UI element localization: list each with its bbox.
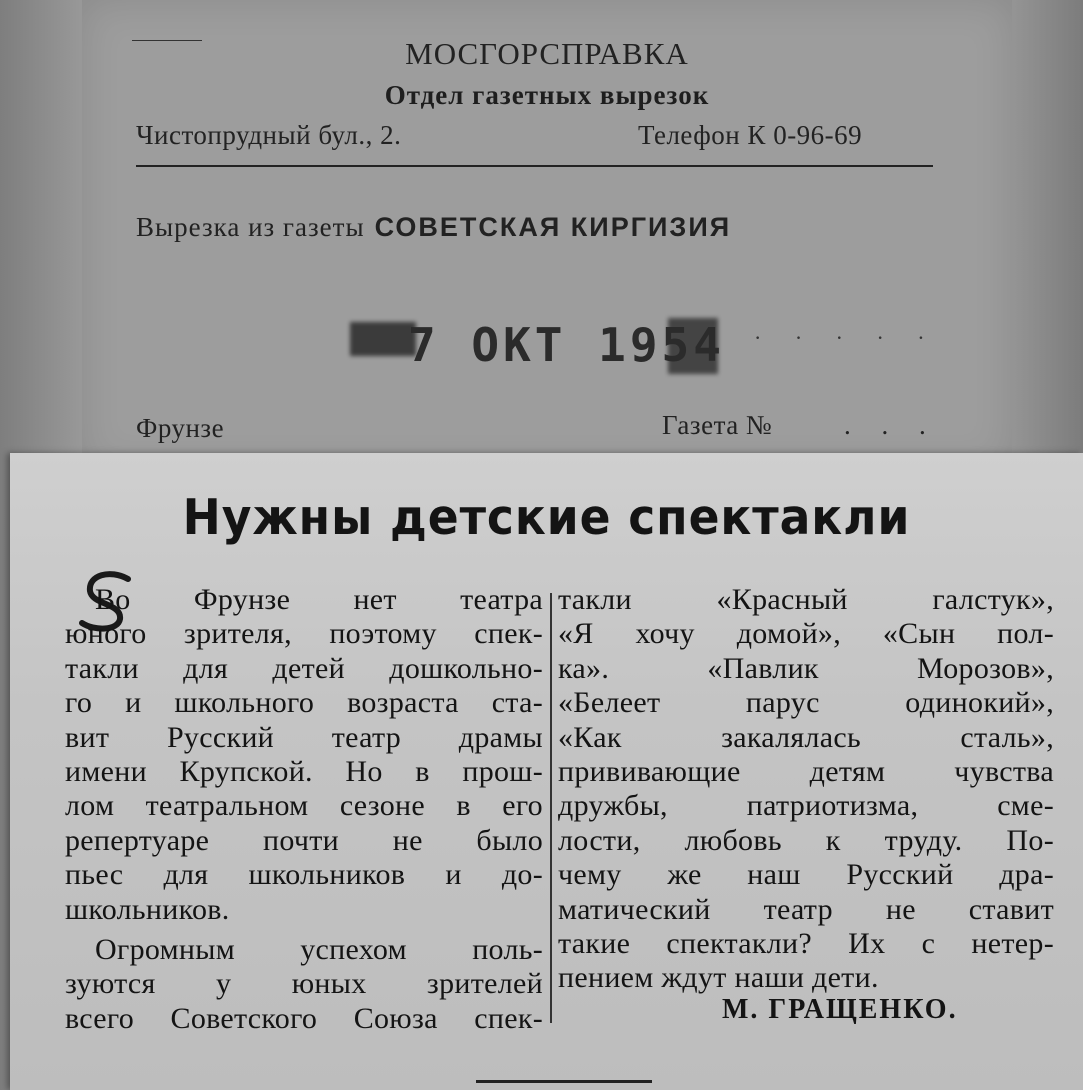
article-line: лом театральном сезоне в его [65,789,543,823]
issue-label: Газета № [662,410,773,440]
newspaper-clipping [10,453,1083,1090]
article-line: вит Русский театр драмы [65,720,543,754]
article-line: «Белеет парус одинокий», [558,686,1054,720]
header-rule [136,165,933,167]
article-column-left [65,583,543,1036]
article-line: «Я хочу домой», «Сын пол- [558,617,1054,651]
city: Фрунзе [136,413,225,443]
article-line: такие спектакли? Их с нетер- [558,926,1054,960]
clipping-service-card [82,0,1012,470]
author-signature: М. ГРАЩЕНКО. [722,994,958,1025]
date-stamp: 7 ОКТ 1954 [408,318,725,372]
issue-value: . . . [844,410,938,440]
article-line: пьес для школьников и до- [65,858,543,892]
bottom-rule [476,1080,652,1083]
phone: Телефон К 0-96-69 [638,120,863,150]
article-line: зуются у юных зрителей [65,967,543,1001]
article-line: пением ждут наши дети. [558,961,879,995]
article-line: ка». «Павлик Морозов», [558,651,1054,685]
article-line: школьников. [65,892,230,926]
article-line: всего Советского Союза спек- [65,1001,543,1035]
article-line: лости, любовь к труду. По- [558,823,1054,857]
article-line: такли «Красный галстук», [558,583,1054,616]
article-headline: Нужны детские спектакли [182,489,911,546]
address: Чистопрудный бул., 2. [136,120,402,150]
article-line: такли для детей дошкольно- [65,651,543,685]
article-column-right [558,583,1054,996]
article-line: Во Фрунзе нет театра [95,583,543,616]
article-line: го и школьного возраста ста- [65,686,543,720]
article-line: юного зрителя, поэтому спек- [65,617,543,651]
column-divider [550,593,552,1023]
article-line: матический театр не ставит [558,892,1054,926]
article-line: репертуаре почти не было [65,823,543,857]
newspaper-name: СОВЕТСКАЯ КИРГИЗИЯ [374,212,732,242]
article-line: чему же наш Русский дра- [558,858,1054,892]
cutting-prefix: Вырезка из газеты [136,212,365,242]
cutting-source [136,212,731,243]
article-line: имени Крупской. Но в прош- [65,754,543,788]
article-line: Огромным успехом поль- [95,932,543,966]
stamp-dots: · · · · · [754,325,939,350]
agency-name: МОСГОРСПРАВКА [405,36,689,71]
department-name: Отдел газетных вырезок [384,80,710,110]
article-line: прививающие детям чувства [558,754,1054,788]
article-line: дружбы, патриотизма, сме- [558,789,1054,823]
article-line: «Как закалялась сталь», [558,720,1054,754]
